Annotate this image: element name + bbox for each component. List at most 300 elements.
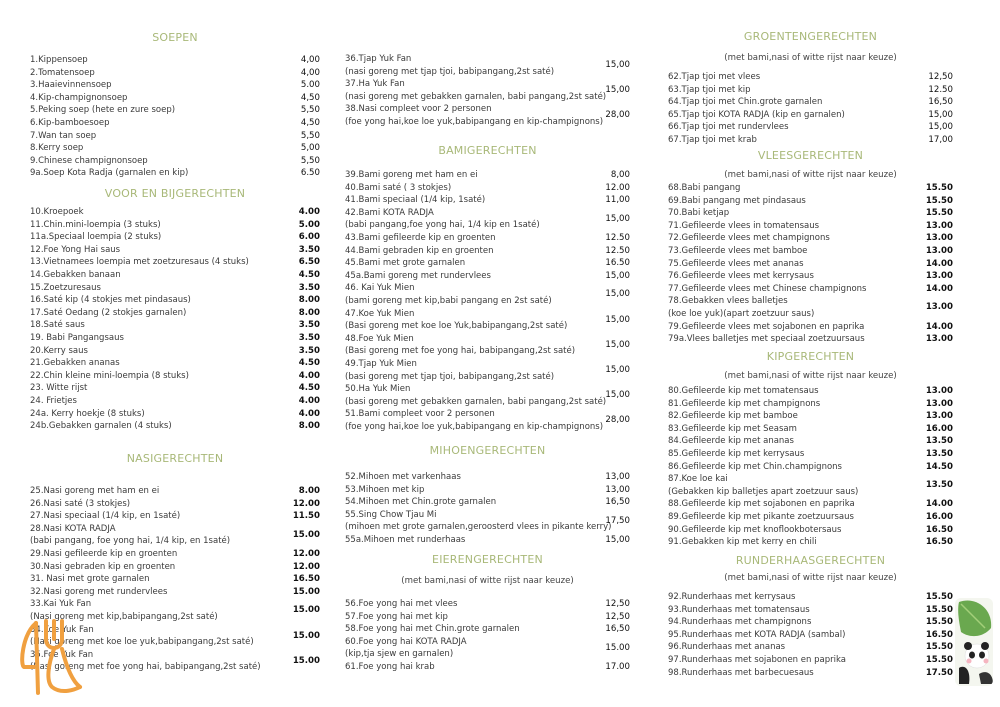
- menu-item-list: [345, 169, 630, 433]
- menu-item-price: 14.00: [925, 321, 953, 332]
- menu-item: [30, 485, 320, 498]
- menu-item: [668, 641, 953, 654]
- menu-item-list: [668, 385, 953, 549]
- menu-item-price: 12.00: [292, 561, 320, 572]
- menu-item-name: 34.Koe Yuk Fan: [30, 624, 94, 635]
- menu-item: [30, 345, 320, 358]
- menu-item-price: 15,00: [605, 60, 630, 70]
- menu-item-name: 18.Saté saus: [30, 320, 85, 331]
- section-title: EIERENGERECHTEN: [432, 553, 543, 566]
- menu-item-price: 13,00: [605, 472, 630, 482]
- menu-item-price: 15,00: [605, 390, 630, 401]
- menu-item-list: [345, 53, 630, 129]
- menu-item-price: 15,00: [605, 314, 630, 325]
- menu-item-name: 3.Haaievinnensoep: [30, 80, 112, 91]
- menu-item-price: 15.00: [292, 586, 320, 597]
- menu-item-description: (basi goreng met gebakken garnalen, babi pangang,2st saté): [345, 396, 607, 407]
- menu-item: [30, 167, 320, 180]
- menu-item-name: 17.Saté Oedang (2 stokjes garnalen): [30, 307, 187, 318]
- menu-item-price: 15.50: [925, 654, 953, 665]
- menu-item: [345, 611, 630, 624]
- menu-item: [345, 308, 630, 333]
- menu-item-list: [668, 182, 953, 346]
- menu-item-name: 42.Bami KOTA RADJA: [345, 207, 434, 218]
- menu-item-price: 5.00: [298, 219, 320, 230]
- menu-item: [668, 220, 953, 233]
- menu-item-name: 29.Nasi gefileerde kip en groenten: [30, 548, 178, 559]
- menu-item-name: 43.Bami gefileerde kip en groenten: [345, 232, 496, 243]
- menu-item-name: 49.Tjap Yuk Mien: [345, 358, 417, 369]
- menu-item-price: 17.50: [925, 667, 953, 678]
- menu-item-name: 6.Kip-bamboesoep: [30, 117, 110, 128]
- menu-item-name: 90.Gefileerde kip met knoflookbotersaus: [668, 524, 842, 535]
- menu-item-price: 8.00: [298, 307, 320, 318]
- menu-item-name: 71.Gefileerde vlees in tomatensaus: [668, 220, 820, 231]
- menu-item-name: 9.Chinese champignonsoep: [30, 155, 148, 166]
- menu-item-price: 8.00: [298, 486, 320, 496]
- menu-item: [345, 623, 630, 636]
- menu-item: [345, 207, 630, 232]
- menu-item-name: 51.Bami compleet voor 2 personen: [345, 409, 495, 420]
- menu-item-price: 12.50: [928, 84, 953, 95]
- menu-item: [345, 408, 630, 433]
- menu-item-name: 52.Mihoen met varkenhaas: [345, 472, 461, 482]
- menu-item: [668, 629, 953, 642]
- menu-item: [30, 395, 320, 408]
- menu-item: [30, 561, 320, 574]
- menu-item: [345, 661, 630, 674]
- menu-item-name: 9a.Soep Kota Radja (garnalen en kip): [30, 168, 189, 179]
- menu-item-price: 15.00: [292, 655, 320, 666]
- menu-item-name: 45.Bami met grote garnalen: [345, 258, 466, 269]
- menu-item-name: 26.Nasi saté (3 stokjes): [30, 498, 131, 509]
- section-title: GROENTENGERECHTEN: [743, 30, 878, 43]
- menu-item-name: 33.Kai Yuk Fan: [30, 599, 92, 610]
- section-title: VOOR EN BIJGERECHTEN: [104, 187, 246, 200]
- menu-item-name: 83.Gefileerde kip met Seasam: [668, 423, 797, 434]
- menu-item-name: 40.Bami saté ( 3 stokjes): [345, 182, 452, 193]
- menu-item-name: 94.Runderhaas met champignons: [668, 617, 812, 628]
- menu-item: [30, 420, 320, 433]
- menu-item-name: 1.Kippensoep: [30, 55, 88, 65]
- menu-item-price: 15.00: [292, 529, 320, 540]
- menu-item-name: 45a.Bami goreng met rundervlees: [345, 270, 491, 281]
- menu-item: [345, 194, 630, 207]
- menu-item-price: 16,50: [605, 497, 630, 508]
- menu-item-name: 41.Bami speciaal (1/4 kip, 1saté): [345, 195, 486, 206]
- menu-item-price: 3.50: [298, 320, 320, 331]
- menu-item: [30, 231, 320, 244]
- menu-item-price: 13.00: [925, 302, 953, 313]
- menu-item-list: [345, 598, 630, 674]
- section-subtitle: (met bami,nasi of witte rijst naar keuze): [724, 53, 897, 63]
- menu-item-description: (mihoen met grote garnalen,geroosterd vlees in pikante kerry): [345, 522, 612, 533]
- menu-item: [668, 207, 953, 220]
- menu-item: [345, 282, 630, 307]
- menu-item-price: 15,00: [605, 364, 630, 375]
- menu-item-price: 11.50: [292, 511, 320, 522]
- menu-item-price: 11,00: [605, 195, 630, 206]
- menu-item: [30, 510, 320, 523]
- menu-item-name: 20.Kerry saus: [30, 345, 88, 356]
- menu-item-price: 17,50: [605, 515, 630, 526]
- menu-item-name: 22.Chin kleine mini-loempia (8 stuks): [30, 370, 189, 381]
- menu-item: [668, 71, 953, 84]
- menu-item: [668, 524, 953, 537]
- menu-item: [668, 96, 953, 109]
- menu-item: [668, 473, 953, 498]
- section-title: RUNDERHAASGERECHTEN: [735, 554, 886, 567]
- section-bamigerechten: [345, 143, 630, 433]
- menu-item-description: (Gebakken kip balletjes apart zoetzuur saus): [668, 486, 859, 497]
- menu-item-price: 16,50: [605, 624, 630, 635]
- menu-item-name: 68.Babi pangang: [668, 183, 741, 193]
- menu-item-price: 6.00: [298, 232, 320, 243]
- menu-item-price: 12,50: [605, 599, 630, 609]
- menu-item-price: 8.00: [298, 421, 320, 432]
- menu-item-price: 12.00: [605, 182, 630, 193]
- menu-item-name: 92.Runderhaas met kerrysaus: [668, 592, 796, 602]
- section-subtitle: (met bami,nasi of witte rijst naar keuze): [724, 573, 897, 583]
- menu-item: [30, 130, 320, 143]
- menu-item: [345, 471, 630, 484]
- menu-item: [345, 53, 630, 78]
- menu-item: [30, 104, 320, 117]
- menu-item-price: 15.50: [925, 604, 953, 615]
- menu-item: [30, 206, 320, 219]
- menu-item-description: (basi goreng met tjap tjoi, babipangang,2st saté): [345, 371, 555, 382]
- menu-item-price: 5,50: [300, 105, 320, 116]
- menu-item-name: 85.Gefileerde kip met kerrysaus: [668, 448, 805, 459]
- menu-item: [668, 511, 953, 524]
- menu-item: [345, 245, 630, 258]
- section-voor-en-bijgerechten: [30, 186, 320, 433]
- menu-item: [668, 423, 953, 436]
- menu-item: [345, 358, 630, 383]
- menu-item-name: 39.Bami goreng met ham en ei: [345, 170, 478, 180]
- menu-item-price: 13.00: [925, 398, 953, 409]
- menu-item: [30, 92, 320, 105]
- menu-item-price: 4.50: [298, 269, 320, 280]
- menu-item: [30, 573, 320, 586]
- menu-item: [30, 117, 320, 130]
- menu-item-price: 15.00: [292, 605, 320, 616]
- section-subtitle: (met bami,nasi of witte rijst naar keuze): [724, 371, 897, 381]
- menu-item: [30, 548, 320, 561]
- menu-item-price: 12.50: [605, 245, 630, 256]
- section-title: VLEESGERECHTEN: [757, 149, 864, 162]
- menu-item-price: 15,00: [605, 534, 630, 545]
- menu-item-description: (Nasi goreng met foe yong hai, babipangang,2st saté): [30, 662, 261, 673]
- menu-item-price: 4.00: [298, 370, 320, 381]
- menu-item: [345, 333, 630, 358]
- menu-item-price: 15,00: [605, 339, 630, 350]
- menu-item-price: 13.50: [925, 480, 953, 491]
- menu-item-price: 13.00: [925, 386, 953, 396]
- menu-item-price: 13.00: [925, 233, 953, 244]
- menu-item-name: 2.Tomatensoep: [30, 67, 95, 78]
- menu-item: [30, 54, 320, 67]
- section-nasi-continued: [345, 53, 630, 129]
- menu-item: [668, 448, 953, 461]
- menu-item: [345, 232, 630, 245]
- menu-item-price: 15.50: [925, 195, 953, 206]
- menu-item: [668, 232, 953, 245]
- menu-item-name: 98.Runderhaas met barbecuesaus: [668, 667, 814, 678]
- menu-item-price: 15,00: [928, 109, 953, 120]
- restaurant-logo-icon: [16, 615, 94, 695]
- menu-item: [345, 636, 630, 661]
- menu-item: [345, 270, 630, 283]
- menu-item: [668, 195, 953, 208]
- menu-item-price: 16.50: [292, 574, 320, 585]
- menu-item-price: 4.00: [298, 207, 320, 217]
- menu-item: [668, 498, 953, 511]
- menu-item-name: 21.Gebakken ananas: [30, 358, 120, 369]
- menu-item-name: 96.Runderhaas met ananas: [668, 642, 786, 653]
- menu-item-price: 3.50: [298, 244, 320, 255]
- menu-item: [668, 109, 953, 122]
- menu-item-price: 17,00: [928, 134, 953, 145]
- menu-item: [668, 258, 953, 271]
- menu-item-name: 87.Koe loe kai: [668, 474, 728, 485]
- menu-item: [668, 654, 953, 667]
- menu-item-name: 62.Tjap tjoi met vlees: [668, 72, 761, 82]
- menu-item-name: 4.Kip-champignonsoep: [30, 92, 128, 103]
- menu-item-name: 27.Nasi speciaal (1/4 kip, en 1saté): [30, 511, 181, 522]
- menu-item: [345, 509, 630, 534]
- menu-item-price: 5,50: [300, 130, 320, 141]
- menu-item: [668, 121, 953, 134]
- menu-item-name: 50.Ha Yuk Mien: [345, 384, 411, 395]
- menu-item: [30, 294, 320, 307]
- menu-item-name: 54.Mihoen met Chin.grote garnalen: [345, 497, 497, 508]
- menu-item: [668, 333, 953, 346]
- menu-item: [30, 332, 320, 345]
- menu-item-name: 66.Tjap tjoi met rundervlees: [668, 122, 789, 133]
- menu-item-description: (Nasi goreng met kip,babipangang,2st saté): [30, 611, 218, 622]
- menu-item: [345, 169, 630, 182]
- menu-item-description: (Basi goreng met foe yong hai, babipangang,2st saté): [345, 346, 576, 357]
- menu-item-description: (kip,tja sjew en garnalen): [345, 649, 454, 660]
- menu-item: [30, 382, 320, 395]
- menu-item: [668, 536, 953, 549]
- menu-item: [345, 496, 630, 509]
- menu-item: [668, 410, 953, 423]
- menu-item-price: 13.00: [925, 271, 953, 282]
- menu-item: [668, 616, 953, 629]
- menu-item-list: [345, 471, 630, 547]
- menu-item-name: 77.Gefileerde vlees met Chinese champignons: [668, 283, 867, 294]
- section-title: BAMIGERECHTEN: [438, 144, 537, 157]
- menu-item-price: 4,00: [300, 55, 320, 65]
- menu-item-price: 13.00: [925, 220, 953, 231]
- menu-item-description: (Nasi goreng met koe loe yuk,babipangang,2st saté): [30, 637, 254, 648]
- menu-item-price: 16.50: [925, 524, 953, 535]
- menu-item-name: 79.Gefileerde vlees met sojabonen en paprika: [668, 321, 865, 332]
- menu-item-price: 15.50: [925, 592, 953, 602]
- menu-item-price: 14.00: [925, 499, 953, 510]
- menu-item-price: 6.50: [300, 168, 320, 179]
- menu-item-price: 12,50: [605, 611, 630, 622]
- menu-item-price: 8,00: [610, 170, 630, 180]
- menu-item-price: 12.00: [292, 498, 320, 509]
- section-eierengerechten: [345, 552, 630, 674]
- menu-item-price: 12.00: [292, 548, 320, 559]
- menu-item-name: 64.Tjap tjoi met Chin.grote garnalen: [668, 97, 823, 108]
- menu-item-name: 97.Runderhaas met sojabonen en paprika: [668, 654, 846, 665]
- menu-item: [30, 244, 320, 257]
- menu-item-name: 14.Gebakken banaan: [30, 269, 121, 280]
- section-title: SOEPEN: [152, 31, 198, 44]
- menu-item-price: 15.50: [925, 183, 953, 193]
- menu-item-price: 13.50: [925, 448, 953, 459]
- menu-item-name: 58.Foe yong hai met Chin.grote garnalen: [345, 624, 520, 635]
- menu-item: [30, 498, 320, 511]
- menu-item: [345, 182, 630, 195]
- section-title: NASIGERECHTEN: [126, 452, 224, 465]
- menu-item-name: 53.Mihoen met kip: [345, 484, 425, 495]
- menu-item-price: 5,50: [300, 155, 320, 166]
- menu-item-name: 57.Foe yong hai met kip: [345, 611, 448, 622]
- menu-item-description: (Basi goreng met koe loe Yuk,babipangang,2st saté): [345, 321, 568, 332]
- menu-item-name: 63.Tjap tjoi met kip: [668, 84, 751, 95]
- menu-item-name: 76.Gefileerde vlees met kerrysaus: [668, 271, 814, 282]
- menu-item-price: 17.00: [605, 661, 630, 672]
- menu-item: [668, 591, 953, 604]
- menu-item-price: 15,00: [605, 289, 630, 300]
- section-groentengerechten: [668, 29, 953, 147]
- menu-item-price: 4.50: [298, 358, 320, 369]
- menu-item: [30, 319, 320, 332]
- menu-item-name: 72.Gefileerde vlees met champignons: [668, 233, 830, 244]
- menu-item-name: 81.Gefileerde kip met champignons: [668, 398, 821, 409]
- menu-item-name: 32.Nasi goreng met rundervlees: [30, 586, 168, 597]
- menu-item-list: [668, 71, 953, 147]
- menu-item: [345, 78, 630, 103]
- menu-item-name: 19. Babi Pangangsaus: [30, 332, 124, 343]
- section-subtitle: (met bami,nasi of witte rijst naar keuze): [401, 576, 574, 586]
- menu-item: [30, 586, 320, 599]
- menu-item-list: [30, 54, 320, 180]
- menu-item-price: 4,50: [300, 92, 320, 103]
- menu-item: [30, 269, 320, 282]
- section-vleesgerechten: [668, 148, 953, 346]
- menu-item: [668, 385, 953, 398]
- menu-item-price: 8.00: [298, 295, 320, 306]
- menu-item: [668, 182, 953, 195]
- menu-item: [668, 604, 953, 617]
- menu-item-price: 15.50: [925, 208, 953, 219]
- menu-item-name: 70.Babi ketjap: [668, 208, 730, 219]
- menu-item: [668, 245, 953, 258]
- menu-item-price: 15.50: [925, 642, 953, 653]
- menu-item-name: 78.Gebakken vlees balletjes: [668, 296, 788, 307]
- menu-item-name: 82.Gefileerde kip met bamboe: [668, 411, 798, 422]
- menu-item-name: 30.Nasi gebraden kip en groenten: [30, 561, 176, 572]
- section-subtitle: (met bami,nasi of witte rijst naar keuze): [724, 170, 897, 180]
- menu-item-price: 16.00: [925, 423, 953, 434]
- menu-item-name: 11a.Speciaal loempia (2 stuks): [30, 232, 162, 243]
- menu-item-price: 5,00: [300, 143, 320, 154]
- menu-item-name: 13.Vietnamees loempia met zoetzuresaus (4 stuks): [30, 257, 249, 268]
- menu-item-price: 4.00: [298, 408, 320, 419]
- menu-item: [668, 270, 953, 283]
- menu-item: [30, 357, 320, 370]
- menu-item-price: 14.00: [925, 283, 953, 294]
- menu-item: [345, 383, 630, 408]
- menu-item: [30, 142, 320, 155]
- menu-item-name: 8.Kerry soep: [30, 143, 84, 154]
- menu-item: [345, 103, 630, 128]
- menu-item-price: 6.50: [298, 257, 320, 268]
- menu-item-price: 3.50: [298, 332, 320, 343]
- menu-item-price: 15.50: [925, 617, 953, 628]
- menu-item-price: 12.50: [605, 232, 630, 243]
- menu-item: [668, 435, 953, 448]
- menu-item-price: 15,00: [928, 122, 953, 133]
- menu-item-description: (foe yong hai,koe loe yuk,babipangang en kip-champignons): [345, 421, 604, 432]
- menu-item-price: 15.00: [292, 630, 320, 641]
- menu-item-price: 16.00: [925, 511, 953, 522]
- menu-item-name: 11.Chin.mini-loempia (3 stuks): [30, 219, 161, 230]
- menu-item-name: 79a.Vlees balletjes met speciaal zoetzuursaus: [668, 334, 865, 345]
- menu-item-price: 3.50: [298, 345, 320, 356]
- menu-item: [30, 155, 320, 168]
- menu-item-name: 44.Bami gebraden kip en groenten: [345, 245, 494, 256]
- menu-item-price: 5.00: [300, 80, 320, 91]
- menu-item-name: 5.Peking soep (hete en zure soep): [30, 105, 176, 116]
- section-title: MIHOENGERECHTEN: [429, 444, 546, 457]
- menu-item-price: 16,50: [928, 97, 953, 108]
- menu-item: [668, 667, 953, 680]
- menu-item-name: 15.Zoetzuresaus: [30, 282, 101, 293]
- menu-item-name: 61.Foe yong hai krab: [345, 661, 435, 672]
- menu-item-name: 73.Gefileerde vlees met bamboe: [668, 245, 808, 256]
- menu-item-name: 47.Koe Yuk Mien: [345, 308, 415, 319]
- menu-item-price: 15,00: [605, 213, 630, 224]
- menu-item-name: 24. Frietjes: [30, 395, 77, 406]
- menu-item: [30, 408, 320, 421]
- menu-item-price: 12,50: [928, 72, 953, 82]
- menu-item-name: 23. Witte rijst: [30, 383, 88, 394]
- menu-item: [30, 79, 320, 92]
- section-title: KIPGERECHTEN: [766, 350, 855, 363]
- menu-item-name: 67.Tjap tjoi met krab: [668, 134, 757, 145]
- menu-item-name: 91.Gebakken kip met kerry en chili: [668, 537, 817, 548]
- menu-item-name: 31. Nasi met grote garnalen: [30, 574, 150, 585]
- menu-item-name: 88.Gefileerde kip met sojabonen en paprika: [668, 499, 855, 510]
- menu-item-price: 15,00: [605, 270, 630, 281]
- menu-item-price: 13.00: [925, 245, 953, 256]
- menu-item-description: (nasi goreng met tjap tjoi, babipangang,2st saté): [345, 66, 555, 77]
- menu-item: [30, 307, 320, 320]
- menu-item-name: 37.Ha Yuk Fan: [345, 79, 405, 90]
- menu-item-price: 13.50: [925, 436, 953, 447]
- menu-item: [668, 84, 953, 97]
- menu-item: [345, 257, 630, 270]
- menu-item-name: 38.Nasi compleet voor 2 personen: [345, 104, 492, 115]
- menu-item-price: 13.00: [925, 334, 953, 345]
- menu-item-price: 28,00: [605, 415, 630, 426]
- menu-item-list: [668, 591, 953, 679]
- menu-item-price: 3.50: [298, 282, 320, 293]
- menu-item-name: 69.Babi pangang met pindasaus: [668, 195, 806, 206]
- menu-item-description: (foe yong hai,koe loe yuk,babipangang en kip-champignons): [345, 116, 604, 127]
- menu-item: [30, 523, 320, 548]
- menu-item: [668, 134, 953, 147]
- menu-item-price: 13,00: [605, 484, 630, 495]
